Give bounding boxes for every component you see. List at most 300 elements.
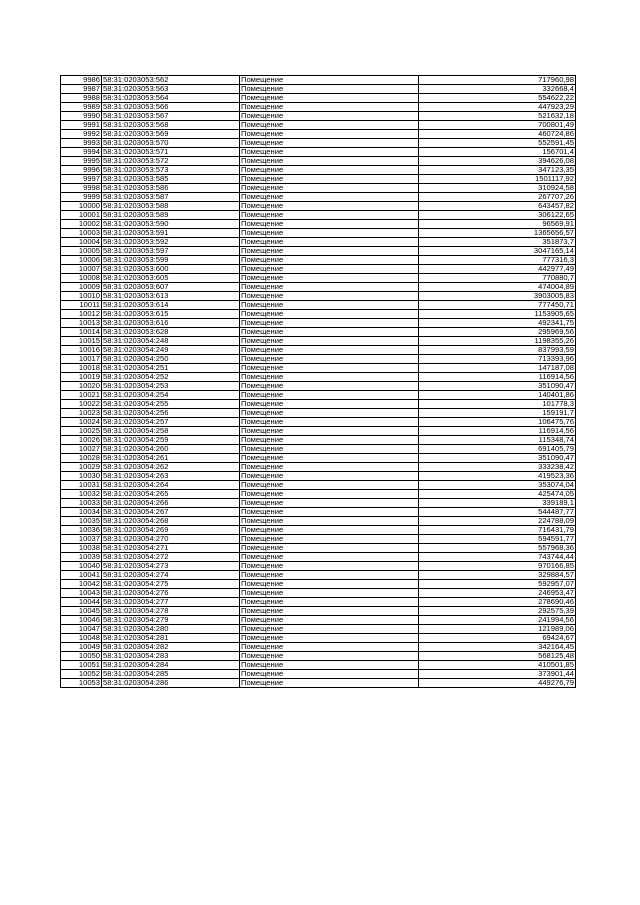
table-row [61, 598, 576, 607]
cadastral-number-cell: 58:31:0203053:571 [102, 148, 240, 157]
row-number-cell: 10035 [61, 517, 102, 526]
table-row [61, 346, 576, 355]
object-type-cell: Помещение [240, 553, 419, 562]
table-row [61, 508, 576, 517]
cadastral-value-cell: 770880,7 [419, 274, 576, 283]
table-row [61, 166, 576, 175]
cadastral-value-cell: 643457,82 [419, 202, 576, 211]
cadastral-number-cell: 58:31:0203053:590 [102, 220, 240, 229]
table-row [61, 283, 576, 292]
object-type-cell: Помещение [240, 139, 419, 148]
row-number-cell: 10039 [61, 553, 102, 562]
cadastral-number-cell: 58:31:0203054:274 [102, 571, 240, 580]
table-row [61, 364, 576, 373]
cadastral-number-cell: 58:31:0203054:256 [102, 409, 240, 418]
cadastral-value-cell: 716431,79 [419, 526, 576, 535]
row-number-cell: 9993 [61, 139, 102, 148]
row-number-cell: 9988 [61, 94, 102, 103]
cadastral-value-cell: 777316,3 [419, 256, 576, 265]
table-row [61, 121, 576, 130]
cadastral-number-cell: 58:31:0203053:613 [102, 292, 240, 301]
table-row [61, 76, 576, 85]
object-type-cell: Помещение [240, 607, 419, 616]
row-number-cell: 10024 [61, 418, 102, 427]
object-type-cell: Помещение [240, 436, 419, 445]
object-type-cell: Помещение [240, 373, 419, 382]
cadastral-number-cell: 58:31:0203054:286 [102, 679, 240, 688]
cadastral-value-cell: 442977,49 [419, 265, 576, 274]
row-number-cell: 9998 [61, 184, 102, 193]
cadastral-value-cell: 449276,79 [419, 679, 576, 688]
row-number-cell: 10042 [61, 580, 102, 589]
table-row [61, 616, 576, 625]
row-number-cell: 10034 [61, 508, 102, 517]
row-number-cell: 10048 [61, 634, 102, 643]
cadastral-number-cell: 58:31:0203053:589 [102, 211, 240, 220]
object-type-cell: Помещение [240, 328, 419, 337]
table-row [61, 454, 576, 463]
cadastral-value-cell: 116914,56 [419, 373, 576, 382]
cadastral-value-cell: 447923,29 [419, 103, 576, 112]
cadastral-number-cell: 58:31:0203054:268 [102, 517, 240, 526]
object-type-cell: Помещение [240, 445, 419, 454]
object-type-cell: Помещение [240, 319, 419, 328]
table-row [61, 103, 576, 112]
table-row [61, 643, 576, 652]
row-number-cell: 10018 [61, 364, 102, 373]
object-type-cell: Помещение [240, 193, 419, 202]
object-type-cell: Помещение [240, 337, 419, 346]
cadastral-number-cell: 58:31:0203054:264 [102, 481, 240, 490]
cadastral-number-cell: 58:31:0203054:255 [102, 400, 240, 409]
object-type-cell: Помещение [240, 490, 419, 499]
cadastral-number-cell: 58:31:0203053:585 [102, 175, 240, 184]
row-number-cell: 10004 [61, 238, 102, 247]
cadastral-value-cell: 292575,39 [419, 607, 576, 616]
row-number-cell: 10020 [61, 382, 102, 391]
cadastral-value-cell: 410501,85 [419, 661, 576, 670]
cadastral-value-cell: 351090,47 [419, 382, 576, 391]
table-row [61, 256, 576, 265]
cadastral-number-cell: 58:31:0203054:281 [102, 634, 240, 643]
cadastral-number-cell: 58:31:0203054:280 [102, 625, 240, 634]
cadastral-value-cell: 353074,04 [419, 481, 576, 490]
table-row [61, 652, 576, 661]
cadastral-number-cell: 58:31:0203053:591 [102, 229, 240, 238]
object-type-cell: Помещение [240, 130, 419, 139]
cadastral-number-cell: 58:31:0203054:257 [102, 418, 240, 427]
object-type-cell: Помещение [240, 580, 419, 589]
cadastral-number-cell: 58:31:0203054:250 [102, 355, 240, 364]
cadastral-number-cell: 58:31:0203053:616 [102, 319, 240, 328]
object-type-cell: Помещение [240, 643, 419, 652]
object-type-cell: Помещение [240, 76, 419, 85]
row-number-cell: 10011 [61, 301, 102, 310]
cadastral-number-cell: 58:31:0203054:279 [102, 616, 240, 625]
cadastral-number-cell: 58:31:0203054:269 [102, 526, 240, 535]
cadastral-number-cell: 58:31:0203053:568 [102, 121, 240, 130]
table-row [61, 571, 576, 580]
table-row [61, 490, 576, 499]
table-row [61, 220, 576, 229]
row-number-cell: 10025 [61, 427, 102, 436]
row-number-cell: 10021 [61, 391, 102, 400]
row-number-cell: 10040 [61, 562, 102, 571]
row-number-cell: 10009 [61, 283, 102, 292]
cadastral-table [60, 75, 576, 688]
object-type-cell: Помещение [240, 517, 419, 526]
cadastral-number-cell: 58:31:0203054:252 [102, 373, 240, 382]
row-number-cell: 10043 [61, 589, 102, 598]
row-number-cell: 10038 [61, 544, 102, 553]
row-number-cell: 10010 [61, 292, 102, 301]
cadastral-number-cell: 58:31:0203054:258 [102, 427, 240, 436]
cadastral-value-cell: 691405,79 [419, 445, 576, 454]
cadastral-number-cell: 58:31:0203053:588 [102, 202, 240, 211]
cadastral-value-cell: 278690,46 [419, 598, 576, 607]
cadastral-number-cell: 58:31:0203053:564 [102, 94, 240, 103]
row-number-cell: 9986 [61, 76, 102, 85]
row-number-cell: 10030 [61, 472, 102, 481]
object-type-cell: Помещение [240, 661, 419, 670]
cadastral-number-cell: 58:31:0203054:278 [102, 607, 240, 616]
table-row [61, 184, 576, 193]
object-type-cell: Помещение [240, 364, 419, 373]
cadastral-value-cell: 394626,08 [419, 157, 576, 166]
cadastral-number-cell: 58:31:0203053:563 [102, 85, 240, 94]
cadastral-value-cell: 333238,42 [419, 463, 576, 472]
cadastral-number-cell: 58:31:0203054:270 [102, 535, 240, 544]
object-type-cell: Помещение [240, 508, 419, 517]
cadastral-value-cell: 156701,4 [419, 148, 576, 157]
cadastral-value-cell: 339189,1 [419, 499, 576, 508]
row-number-cell: 10037 [61, 535, 102, 544]
table-row [61, 301, 576, 310]
cadastral-number-cell: 58:31:0203053:573 [102, 166, 240, 175]
cadastral-number-cell: 58:31:0203053:569 [102, 130, 240, 139]
table-row [61, 472, 576, 481]
cadastral-value-cell: 306122,65 [419, 211, 576, 220]
cadastral-number-cell: 58:31:0203054:271 [102, 544, 240, 553]
object-type-cell: Помещение [240, 598, 419, 607]
cadastral-value-cell: 147187,08 [419, 364, 576, 373]
row-number-cell: 10022 [61, 400, 102, 409]
cadastral-number-cell: 58:31:0203054:251 [102, 364, 240, 373]
cadastral-number-cell: 58:31:0203054:284 [102, 661, 240, 670]
table-row [61, 292, 576, 301]
row-number-cell: 10044 [61, 598, 102, 607]
row-number-cell: 9987 [61, 85, 102, 94]
object-type-cell: Помещение [240, 265, 419, 274]
object-type-cell: Помещение [240, 427, 419, 436]
row-number-cell: 9989 [61, 103, 102, 112]
document-page [60, 75, 575, 688]
object-type-cell: Помещение [240, 409, 419, 418]
cadastral-value-cell: 224788,09 [419, 517, 576, 526]
cadastral-number-cell: 58:31:0203053:614 [102, 301, 240, 310]
row-number-cell: 10017 [61, 355, 102, 364]
cadastral-value-cell: 267707,26 [419, 193, 576, 202]
cadastral-value-cell: 295969,56 [419, 328, 576, 337]
object-type-cell: Помещение [240, 184, 419, 193]
table-row [61, 157, 576, 166]
object-type-cell: Помещение [240, 544, 419, 553]
cadastral-number-cell: 58:31:0203054:259 [102, 436, 240, 445]
cadastral-number-cell: 58:31:0203053:599 [102, 256, 240, 265]
object-type-cell: Помещение [240, 112, 419, 121]
row-number-cell: 10002 [61, 220, 102, 229]
cadastral-value-cell: 3903005,83 [419, 292, 576, 301]
object-type-cell: Помещение [240, 670, 419, 679]
cadastral-number-cell: 58:31:0203054:267 [102, 508, 240, 517]
table-row [61, 562, 576, 571]
table-row [61, 319, 576, 328]
cadastral-value-cell: 777450,71 [419, 301, 576, 310]
cadastral-value-cell: 460724,86 [419, 130, 576, 139]
table-row [61, 580, 576, 589]
cadastral-value-cell: 115348,74 [419, 436, 576, 445]
row-number-cell: 10053 [61, 679, 102, 688]
row-number-cell: 10014 [61, 328, 102, 337]
object-type-cell: Помещение [240, 355, 419, 364]
cadastral-number-cell: 58:31:0203054:275 [102, 580, 240, 589]
row-number-cell: 10036 [61, 526, 102, 535]
row-number-cell: 9992 [61, 130, 102, 139]
table-row [61, 112, 576, 121]
row-number-cell: 10007 [61, 265, 102, 274]
cadastral-number-cell: 58:31:0203054:254 [102, 391, 240, 400]
cadastral-value-cell: 970166,85 [419, 562, 576, 571]
cadastral-value-cell: 373901,44 [419, 670, 576, 679]
cadastral-number-cell: 58:31:0203054:262 [102, 463, 240, 472]
cadastral-number-cell: 58:31:0203053:605 [102, 274, 240, 283]
object-type-cell: Помещение [240, 274, 419, 283]
row-number-cell: 10041 [61, 571, 102, 580]
cadastral-number-cell: 58:31:0203054:249 [102, 346, 240, 355]
cadastral-number-cell: 58:31:0203053:600 [102, 265, 240, 274]
cadastral-value-cell: 837993,59 [419, 346, 576, 355]
cadastral-number-cell: 58:31:0203054:266 [102, 499, 240, 508]
object-type-cell: Помещение [240, 382, 419, 391]
table-row [61, 94, 576, 103]
row-number-cell: 10005 [61, 247, 102, 256]
row-number-cell: 10012 [61, 310, 102, 319]
object-type-cell: Помещение [240, 310, 419, 319]
table-row [61, 265, 576, 274]
cadastral-value-cell: 592957,07 [419, 580, 576, 589]
row-number-cell: 10013 [61, 319, 102, 328]
object-type-cell: Помещение [240, 103, 419, 112]
row-number-cell: 10006 [61, 256, 102, 265]
row-number-cell: 10052 [61, 670, 102, 679]
cadastral-value-cell: 342164,45 [419, 643, 576, 652]
table-row [61, 679, 576, 688]
cadastral-value-cell: 106475,76 [419, 418, 576, 427]
object-type-cell: Помещение [240, 346, 419, 355]
cadastral-number-cell: 58:31:0203054:265 [102, 490, 240, 499]
cadastral-value-cell: 69424,67 [419, 634, 576, 643]
row-number-cell: 10023 [61, 409, 102, 418]
row-number-cell: 9991 [61, 121, 102, 130]
cadastral-value-cell: 568125,48 [419, 652, 576, 661]
object-type-cell: Помещение [240, 481, 419, 490]
cadastral-value-cell: 351873,7 [419, 238, 576, 247]
object-type-cell: Помещение [240, 616, 419, 625]
object-type-cell: Помещение [240, 238, 419, 247]
cadastral-number-cell: 58:31:0203053:628 [102, 328, 240, 337]
object-type-cell: Помещение [240, 454, 419, 463]
object-type-cell: Помещение [240, 121, 419, 130]
table-row [61, 553, 576, 562]
table-row [61, 211, 576, 220]
object-type-cell: Помещение [240, 94, 419, 103]
table-row [61, 526, 576, 535]
cadastral-number-cell: 58:31:0203053:562 [102, 76, 240, 85]
row-number-cell: 10001 [61, 211, 102, 220]
row-number-cell: 10051 [61, 661, 102, 670]
cadastral-value-cell: 3047165,14 [419, 247, 576, 256]
cadastral-value-cell: 329884,57 [419, 571, 576, 580]
row-number-cell: 10046 [61, 616, 102, 625]
object-type-cell: Помещение [240, 211, 419, 220]
cadastral-value-cell: 1198355,26 [419, 337, 576, 346]
table-row [61, 229, 576, 238]
cadastral-number-cell: 58:31:0203053:607 [102, 283, 240, 292]
table-row [61, 391, 576, 400]
cadastral-number-cell: 58:31:0203054:282 [102, 643, 240, 652]
cadastral-value-cell: 1365656,57 [419, 229, 576, 238]
cadastral-value-cell: 557968,36 [419, 544, 576, 553]
table-body [61, 76, 576, 688]
row-number-cell: 9994 [61, 148, 102, 157]
cadastral-value-cell: 419523,36 [419, 472, 576, 481]
cadastral-value-cell: 246953,47 [419, 589, 576, 598]
cadastral-value-cell: 140401,86 [419, 391, 576, 400]
cadastral-value-cell: 121989,06 [419, 625, 576, 634]
row-number-cell: 10029 [61, 463, 102, 472]
cadastral-value-cell: 347123,35 [419, 166, 576, 175]
object-type-cell: Помещение [240, 220, 419, 229]
cadastral-number-cell: 58:31:0203054:276 [102, 589, 240, 598]
object-type-cell: Помещение [240, 463, 419, 472]
row-number-cell: 10008 [61, 274, 102, 283]
object-type-cell: Помещение [240, 652, 419, 661]
table-row [61, 544, 576, 553]
table-row [61, 634, 576, 643]
table-row [61, 85, 576, 94]
cadastral-number-cell: 58:31:0203054:261 [102, 454, 240, 463]
cadastral-value-cell: 1501117,92 [419, 175, 576, 184]
row-number-cell: 10032 [61, 490, 102, 499]
cadastral-value-cell: 425474,05 [419, 490, 576, 499]
cadastral-value-cell: 492341,75 [419, 319, 576, 328]
cadastral-number-cell: 58:31:0203053:566 [102, 103, 240, 112]
cadastral-number-cell: 58:31:0203054:260 [102, 445, 240, 454]
row-number-cell: 10019 [61, 373, 102, 382]
row-number-cell: 9996 [61, 166, 102, 175]
table-row [61, 445, 576, 454]
cadastral-number-cell: 58:31:0203054:273 [102, 562, 240, 571]
object-type-cell: Помещение [240, 589, 419, 598]
cadastral-number-cell: 58:31:0203053:592 [102, 238, 240, 247]
row-number-cell: 10047 [61, 625, 102, 634]
table-row [61, 625, 576, 634]
cadastral-number-cell: 58:31:0203053:597 [102, 247, 240, 256]
cadastral-value-cell: 474004,89 [419, 283, 576, 292]
row-number-cell: 10031 [61, 481, 102, 490]
cadastral-value-cell: 594591,77 [419, 535, 576, 544]
table-row [61, 238, 576, 247]
object-type-cell: Помещение [240, 175, 419, 184]
cadastral-number-cell: 58:31:0203054:285 [102, 670, 240, 679]
cadastral-number-cell: 58:31:0203053:587 [102, 193, 240, 202]
cadastral-value-cell: 743744,44 [419, 553, 576, 562]
object-type-cell: Помещение [240, 625, 419, 634]
cadastral-number-cell: 58:31:0203054:283 [102, 652, 240, 661]
object-type-cell: Помещение [240, 148, 419, 157]
table-row [61, 517, 576, 526]
object-type-cell: Помещение [240, 157, 419, 166]
cadastral-value-cell: 544487,77 [419, 508, 576, 517]
table-row [61, 400, 576, 409]
cadastral-value-cell: 552591,45 [419, 139, 576, 148]
table-row [61, 139, 576, 148]
cadastral-number-cell: 58:31:0203053:572 [102, 157, 240, 166]
row-number-cell: 10049 [61, 643, 102, 652]
object-type-cell: Помещение [240, 418, 419, 427]
cadastral-value-cell: 700801,49 [419, 121, 576, 130]
row-number-cell: 10050 [61, 652, 102, 661]
cadastral-number-cell: 58:31:0203054:277 [102, 598, 240, 607]
cadastral-number-cell: 58:31:0203054:263 [102, 472, 240, 481]
cadastral-value-cell: 351090,47 [419, 454, 576, 463]
table-row [61, 499, 576, 508]
table-row [61, 607, 576, 616]
table-row [61, 310, 576, 319]
row-number-cell: 9995 [61, 157, 102, 166]
object-type-cell: Помещение [240, 562, 419, 571]
cadastral-number-cell: 58:31:0203053:586 [102, 184, 240, 193]
object-type-cell: Помещение [240, 301, 419, 310]
cadastral-number-cell: 58:31:0203054:272 [102, 553, 240, 562]
cadastral-value-cell: 717960,98 [419, 76, 576, 85]
table-row [61, 535, 576, 544]
cadastral-value-cell: 310924,58 [419, 184, 576, 193]
object-type-cell: Помещение [240, 535, 419, 544]
cadastral-number-cell: 58:31:0203054:248 [102, 337, 240, 346]
object-type-cell: Помещение [240, 679, 419, 688]
cadastral-value-cell: 332668,4 [419, 85, 576, 94]
table-row [61, 463, 576, 472]
table-row [61, 481, 576, 490]
table-row [61, 337, 576, 346]
object-type-cell: Помещение [240, 400, 419, 409]
object-type-cell: Помещение [240, 472, 419, 481]
table-row [61, 661, 576, 670]
object-type-cell: Помещение [240, 526, 419, 535]
row-number-cell: 10027 [61, 445, 102, 454]
cadastral-value-cell: 159191,7 [419, 409, 576, 418]
cadastral-value-cell: 521632,18 [419, 112, 576, 121]
row-number-cell: 9997 [61, 175, 102, 184]
cadastral-value-cell: 241994,56 [419, 616, 576, 625]
object-type-cell: Помещение [240, 571, 419, 580]
table-row [61, 589, 576, 598]
cadastral-value-cell: 96569,91 [419, 220, 576, 229]
object-type-cell: Помещение [240, 166, 419, 175]
cadastral-value-cell: 101778,3 [419, 400, 576, 409]
table-row [61, 427, 576, 436]
